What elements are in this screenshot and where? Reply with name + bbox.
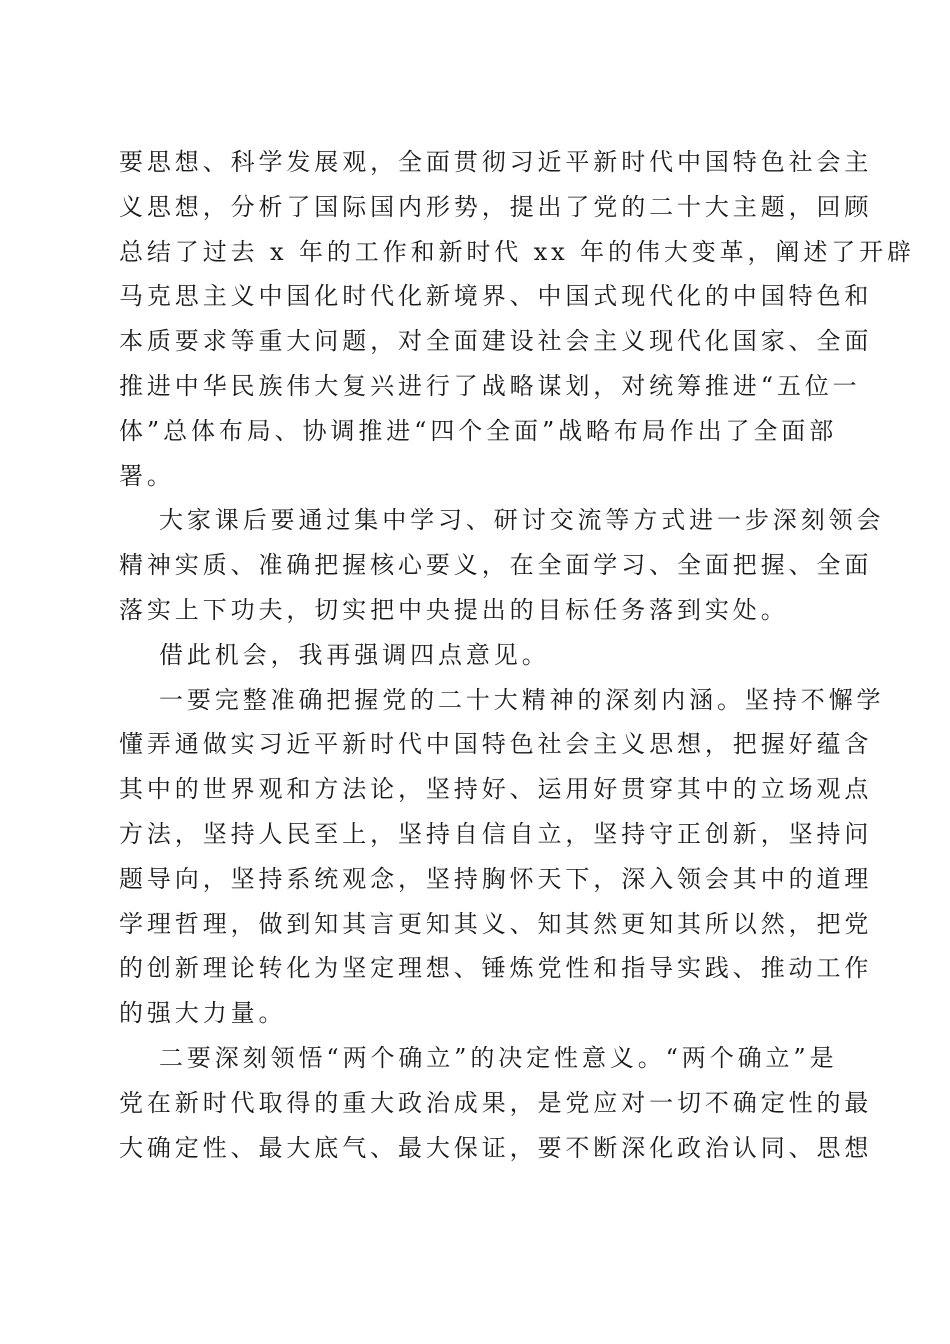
- paragraph-first-line: 二要深刻领悟“两个确立”的决定性意义。“两个确立”是: [159, 1043, 838, 1072]
- paragraph-first-line: 一要完整准确把握党的二十大精神的深刻内涵。坚持不懈学: [159, 685, 885, 714]
- text-line: 方法，坚持人民至上，坚持自信自立，坚持守正创新，坚持问: [119, 819, 873, 848]
- text-line: 体”总体布局、协调推进“四个全面”战略布局作出了全面部: [119, 416, 838, 445]
- text-line: 其中的世界观和方法论，坚持好、运用好贯穿其中的立场观点: [119, 775, 873, 804]
- paragraph-first-line: 借此机会，我再强调四点意见。: [159, 640, 550, 669]
- text-line: 马克思主义中国化时代化新境界、中国式现代化的中国特色和: [119, 282, 873, 311]
- text-line: 精神实质、准确把握核心要义，在全面学习、全面把握、全面: [119, 551, 873, 580]
- text-line: 署。: [119, 461, 175, 490]
- text-line: 的创新理论转化为坚定理想、锤炼党性和指导实践、推动工作: [119, 954, 873, 983]
- text-line: 学理哲理，做到知其言更知其义、知其然更知其所以然，把党: [119, 909, 873, 938]
- text-line: 总结了过去 x 年的工作和新时代 xx 年的伟大变革，阐述了开辟: [119, 237, 915, 266]
- text-line: 要思想、科学发展观，全面贯彻习近平新时代中国特色社会主: [119, 148, 873, 176]
- paragraph-first-line: 大家课后要通过集中学习、研讨交流等方式进一步深刻领会: [159, 506, 885, 535]
- text-line: 落实上下功夫，切实把中央提出的目标任务落到实处。: [119, 595, 789, 624]
- text-line: 义思想，分析了国际国内形势，提出了党的二十大主题，回顾: [119, 192, 873, 221]
- text-line: 本质要求等重大问题，对全面建设社会主义现代化国家、全面: [119, 327, 873, 356]
- text-line: 大确定性、最大底气、最大保证，要不断深化政治认同、思想: [119, 1133, 873, 1162]
- text-line: 的强大力量。: [119, 999, 287, 1028]
- text-line: 推进中华民族伟大复兴进行了战略谋划，对统筹推进“五位一: [119, 371, 861, 400]
- text-line: 题导向，坚持系统观念，坚持胸怀天下，深入领会其中的道理: [119, 864, 873, 893]
- text-line: 党在新时代取得的重大政治成果，是党应对一切不确定性的最: [119, 1088, 873, 1117]
- document-body: [119, 140, 915, 1170]
- text-line: 懂弄通做实习近平新时代中国特色社会主义思想，把握好蕴含: [119, 730, 873, 759]
